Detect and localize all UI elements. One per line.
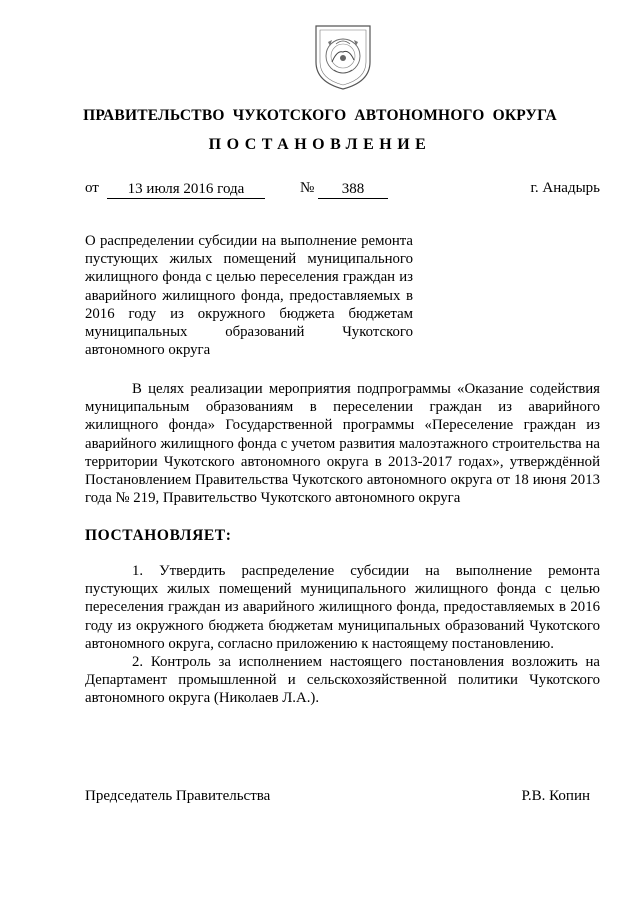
document-number: 388 <box>318 180 388 199</box>
document-preamble: В целях реализации мероприятия подпрограммы «Оказание содействия муниципальным образованиям в переселении граждан из аварийного жилищного фонда» Государственной программы «Переселение граждан из аварийного жилищного фонда с учетом развития малоэтажного строительства на территории Чукотского автономного округа в 2013-2017 годах», утверждённой Постановлением Правительства Чукотского автономного округа от 18 июня 2013 года № 219, Правительство Чукотского автономного округа <box>85 381 600 507</box>
document-city: г. Анадырь <box>530 180 600 196</box>
document-date: 13 июля 2016 года <box>107 180 265 199</box>
decree-heading: ПОСТАНОВЛЯЕТ: <box>85 527 232 544</box>
number-prefix: № <box>300 180 315 196</box>
signature-block <box>85 788 590 810</box>
document-meta-row <box>0 180 640 204</box>
date-prefix: от <box>85 180 99 196</box>
signatory-position: Председатель Правительства <box>85 788 271 804</box>
coat-of-arms-icon <box>310 22 376 92</box>
decree-items <box>85 562 600 708</box>
signatory-name: Р.В. Копин <box>521 788 590 804</box>
decree-item: 2. Контроль за исполнением настоящего постановления возложить на Департамент промышленной и сельскохозяйственной политики Чукотского автономного округа (Николаев Л.А.). <box>85 654 600 707</box>
document-type: ПОСТАНОВЛЕНИЕ <box>208 136 432 153</box>
decree-item: 1. Утвердить распределение субсидии на выполнение ремонта пустующих жилых помещений муниципального жилищного фонда с целью переселения граждан из аварийного жилищного фонда, предоставляемых в 2016 году из окружного бюджета бюджетам муниципальных образований Чукотского автономного округа, согласно приложению к настоящему постановлению. <box>85 563 600 652</box>
government-title: ПРАВИТЕЛЬСТВО ЧУКОТСКОГО АВТОНОМНОГО ОКРУГА <box>83 107 557 124</box>
document-subject: О распределении субсидии на выполнение ремонта пустующих жилых помещений муниципального жилищного фонда с целью переселения граждан из аварийного жилищного фонда, предоставляемых в 2016 году из окружного бюджета бюджетам муниципальных образований Чукотского автономного округа <box>85 233 413 359</box>
